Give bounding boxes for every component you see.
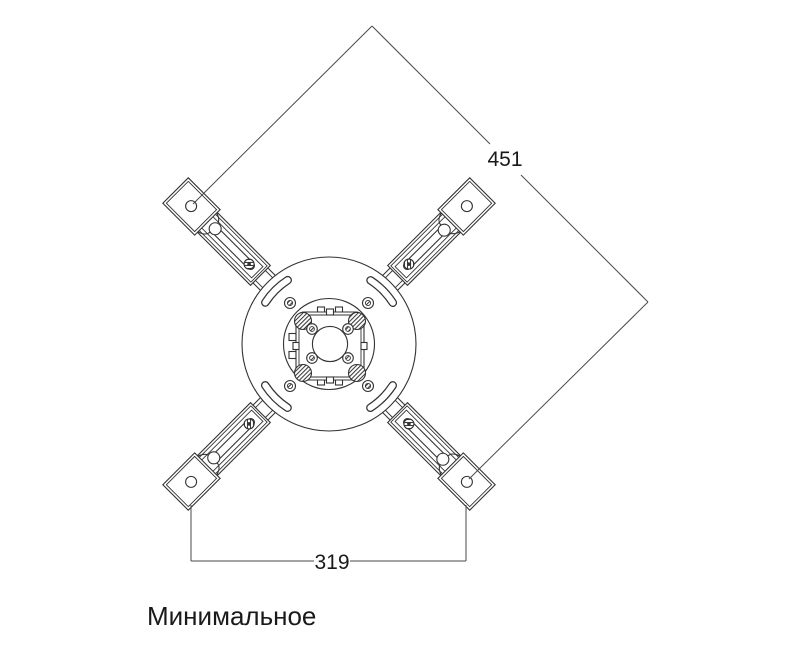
central-pipe-hole xyxy=(312,326,347,361)
dimension-line-451-b xyxy=(521,175,648,302)
dimension-width xyxy=(191,505,466,574)
dimension-value-diagonal: 451 xyxy=(487,148,523,171)
extension-line-top-left xyxy=(193,26,372,204)
dimension-value-width: 319 xyxy=(314,551,350,574)
extension-line-bottom-right xyxy=(469,302,648,479)
dimension-line-451-a xyxy=(372,26,490,144)
central-hub-plate xyxy=(242,257,416,431)
drawing-caption: Минимальное xyxy=(147,601,317,631)
